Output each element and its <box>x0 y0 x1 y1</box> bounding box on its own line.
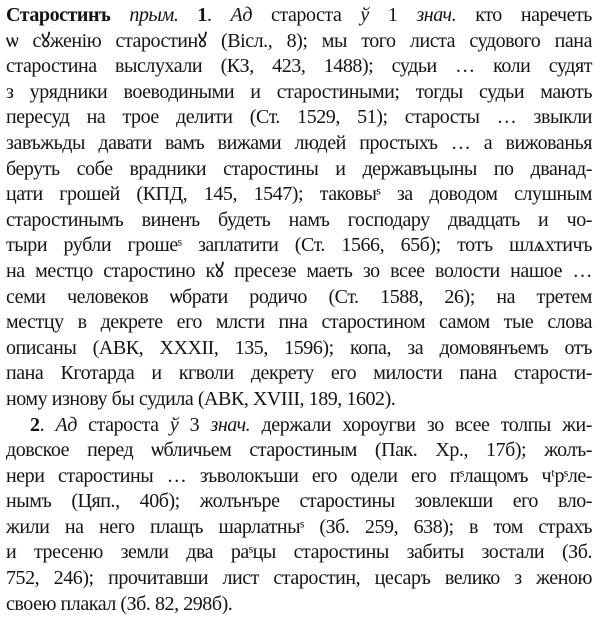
text-line <box>6 80 592 106</box>
text-line <box>6 361 592 387</box>
italic-text: Ад <box>230 4 252 26</box>
text-run: ѡ сꙋженію старостинꙋ (Вісл., 8); мы того листа судового пана <box>6 29 592 52</box>
text-line <box>6 29 592 55</box>
text-run: описаны (АВК, XXXII, 135, 1596); копа, за домовянъемъ отъ <box>6 336 592 359</box>
text-run: жили на него плащъ шарлатныˢ (Зб. 259, 638); в том страхъ <box>6 515 592 538</box>
text-run: 1 <box>368 4 417 26</box>
text-line <box>6 515 592 541</box>
text-run: ному изнову бы судила (АВК, XVIII, 189, 1602). <box>6 387 396 410</box>
text-run: пана Кготарда и кгволи декрету его милости пана старости- <box>6 362 592 385</box>
text-run: староста <box>251 4 361 26</box>
text-line <box>6 464 592 490</box>
italic-text: знач. <box>416 4 457 26</box>
text-run: местцу в декрете его млсти пна старостином самом тые слова <box>6 311 592 334</box>
text-line <box>6 438 592 464</box>
text-line <box>6 157 592 183</box>
text-run: староста <box>76 413 170 436</box>
text-line <box>6 131 592 157</box>
text-line <box>6 105 592 131</box>
text-line <box>6 310 592 336</box>
text-line <box>6 208 592 234</box>
text-line <box>6 489 592 515</box>
text-run: нери старостины … зъволокъши его одели его пˢлащомъ чᵗрˢле- <box>6 464 592 487</box>
text-run: на местцо старостино кꙋ пресезе маеть зо всее волости нашое … <box>6 259 592 282</box>
italic-text: ў <box>169 413 179 436</box>
text-run: кто наречеть <box>456 4 592 26</box>
text-run: старостина выслухали (КЗ, 423, 1488); судьи … коли судят <box>6 55 592 78</box>
text-run: пересуд на трое делити (Ст. 1529, 51); старосты … звыкли <box>6 106 592 129</box>
bold-text: Старостинъ <box>6 4 111 26</box>
text-line <box>6 413 592 439</box>
text-line <box>6 336 592 362</box>
text-line <box>6 592 592 617</box>
text-line <box>6 566 592 592</box>
text-run: 3 <box>178 413 211 436</box>
text-line <box>6 285 592 311</box>
text-line <box>6 233 592 259</box>
text-run: беруть собе врадники старостины и державъцыны по дванад- <box>6 157 592 180</box>
italic-text: ў <box>360 4 369 26</box>
text-run <box>110 4 129 26</box>
text-line <box>6 259 592 285</box>
text-run: держали хороугви зо всее толпы жи- <box>250 413 592 436</box>
bold-text: 1 <box>197 4 207 26</box>
text-line <box>6 387 592 413</box>
text-run: и тресеню земли два раˢцы старостины забиты зостали (Зб. <box>6 541 592 564</box>
text-run: семи человеков ѡбрати родичо (Ст. 1588, 26); на третем <box>6 285 592 308</box>
text-line <box>6 540 592 566</box>
text-run: завъжьды давати вамъ вижами людей простыхъ … а вижованья <box>6 131 592 154</box>
italic-text: знач. <box>210 413 251 436</box>
text-run: з урядники воеводиными и старостиными; тогды судьи мають <box>6 80 592 103</box>
text-run: . <box>39 413 56 436</box>
text-run: тыри рубли грошеˢ заплатити (Ст. 1566, 65б); тотъ шлѧхтичъ <box>6 234 592 257</box>
text-run: своею плакал (Зб. 82, 298б). <box>6 592 233 615</box>
text-run: 752, 246); прочитавши лист старостин, цесаръ велико з женою <box>6 567 592 590</box>
text-run: цати грошей (КПД, 145, 1547); таковыˢ за доводом слушным <box>6 183 592 206</box>
bold-text: 2 <box>30 413 40 436</box>
italic-text: прым. <box>129 4 179 26</box>
text-run: . <box>206 4 231 26</box>
text-line <box>6 54 592 80</box>
text-line <box>6 3 592 29</box>
text-run: нымъ (Цяп., 40б); жолънъре старостины зовлекши его вло- <box>6 490 592 513</box>
text-run: довское перед ѡбличьем старостиным (Пак. Хр., 17б); жолъ- <box>6 439 592 462</box>
text-run: старостинымъ виненъ будеть намъ господару двадцать и чо- <box>6 208 592 231</box>
italic-text: Ад <box>55 413 77 436</box>
text-run <box>178 4 197 26</box>
text-line <box>6 182 592 208</box>
